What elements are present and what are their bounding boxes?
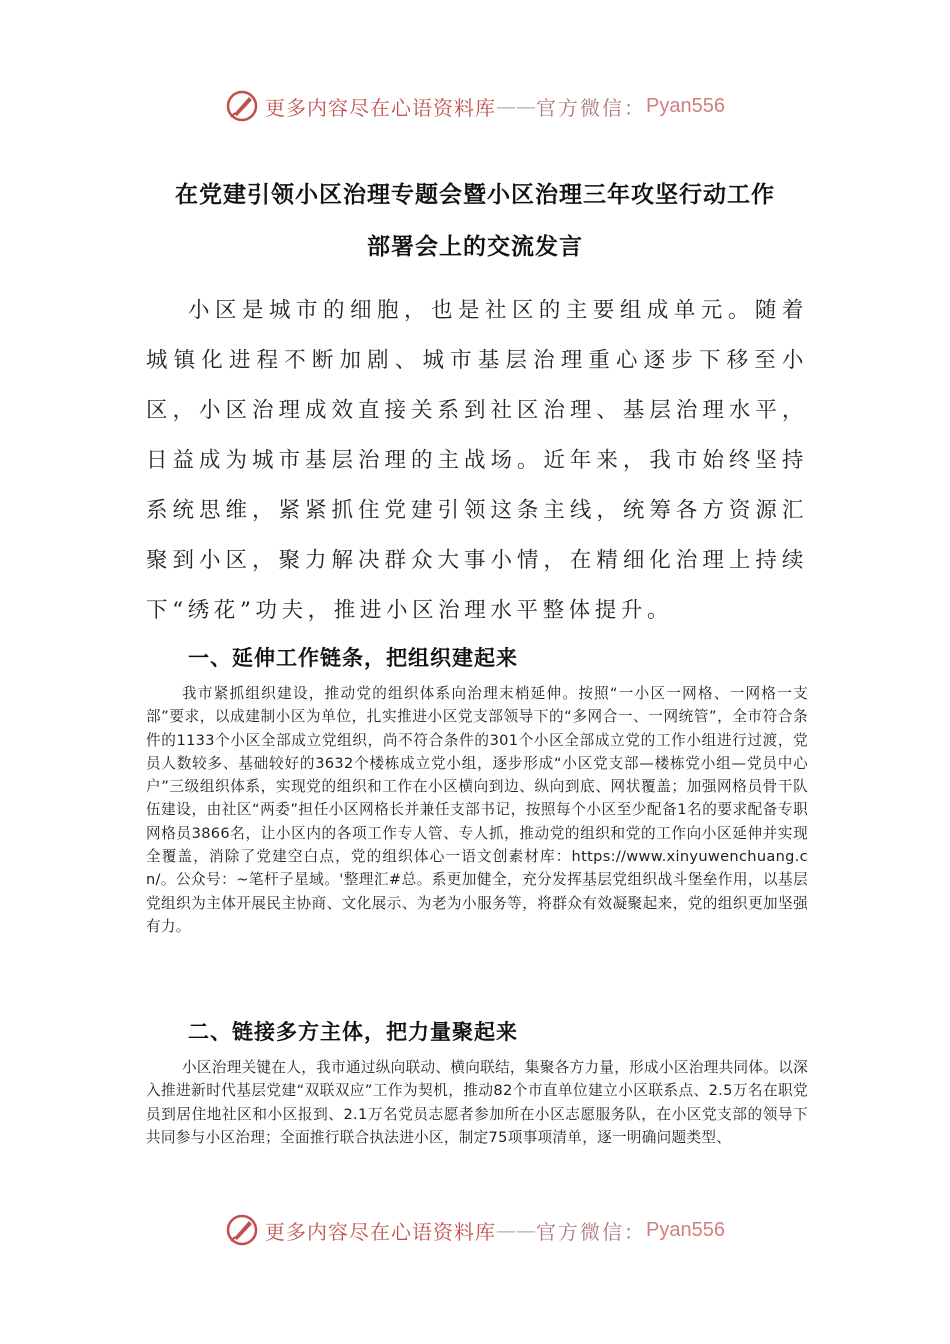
document-title-line-2: 部署会上的交流发言 <box>367 234 583 260</box>
footer-watermark-banner <box>0 1210 950 1250</box>
banner-wechat-id: Pyan556 <box>646 94 725 117</box>
banner-text: 更多内容尽在心语资料库 <box>265 1219 497 1244</box>
banner-text: 更多内容尽在心语资料库 <box>265 95 497 120</box>
intro-paragraph: 小区是城市的细胞，也是社区的主要组成单元。随着城镇化进程不断加剧、城市基层治理重心逐步下移至小区，小区治理成效直接关系到社区治理、基层治理水平，日益成为城市基层治理的主战场。近年来，我市始终坚持系统思维，紧紧抓住党建引领这条主线，统筹各方资源汇聚到小区，聚力解决群众大事小情，在精细化治理上持续下“绣花”功夫，推进小区治理水平整体提升。 <box>146 298 808 623</box>
document-title-line-1: 在党建引领小区治理专题会暨小区治理三年攻坚行动工作 <box>175 182 775 208</box>
quill-pen-icon <box>225 89 259 123</box>
section-1-body: 我市紧抓组织建设，推动党的组织体系向治理末梢延伸。按照“一小区一网格、一网格一支部”要求，以成建制小区为单位，扎实推进小区党支部领导下的“多网合一、一网统管”，全市符合条件的1133个小区全部成立党组织，尚不符合条件的301个小区全部成立党的工作小组进行过渡，党员人数较多、基础较好的3632个楼栋成立党小组，逐步形成“小区党支部—楼栋党小组—党员中心户”三级组织体系，实现党的组织和工作在小区横向到边、纵向到底、网状覆盖；加强网格员骨干队伍建设，由社区“两委”担任小区网格长并兼任支部书记，按照每个小区至少配备1名的要求配备专职网格员3866名，让小区内的各项工作专人管、专人抓，推动党的组织和党的工作向小区延伸并实现全覆盖，消除了党建空白点，党的组织体心一语文创素材库：https://www.xinyuwenchuang.cn/。公众号：~笔杆子星域。'整理汇#总。系更加健全，充分发挥基层党组织战斗堡垒作用，以基层党组织为主体开展民主协商、文化展示、为老为小服务等，将群众有效凝聚起来，党的组织更加坚强有力。 <box>146 685 808 935</box>
header-watermark-banner <box>0 86 950 126</box>
section-1-heading: 一、延伸工作链条，把组织建起来 <box>188 646 518 670</box>
section-2-body: 小区治理关键在人，我市通过纵向联动、横向联结，集聚各方力量，形成小区治理共同体。以深入推进新时代基层党建“双联双应”工作为契机，推动82个市直单位建立小区联系点、2.5万名在职党员到居住地社区和小区报到、2.1万名党员志愿者参加所在小区志愿服务队，在小区党支部的领导下共同参与小区治理；全面推行联合执法进小区，制定75项事项清单，逐一明确问题类型、 <box>146 1059 808 1146</box>
banner-wechat-label: 官方微信： <box>536 1219 647 1244</box>
banner-wechat-id: Pyan556 <box>646 1218 725 1241</box>
banner-separator: —— <box>496 94 537 118</box>
banner-separator: —— <box>496 1218 537 1242</box>
quill-pen-icon <box>225 1213 259 1247</box>
section-2-heading: 二、链接多方主体，把力量聚起来 <box>188 1020 518 1044</box>
banner-wechat-label: 官方微信： <box>536 95 647 120</box>
